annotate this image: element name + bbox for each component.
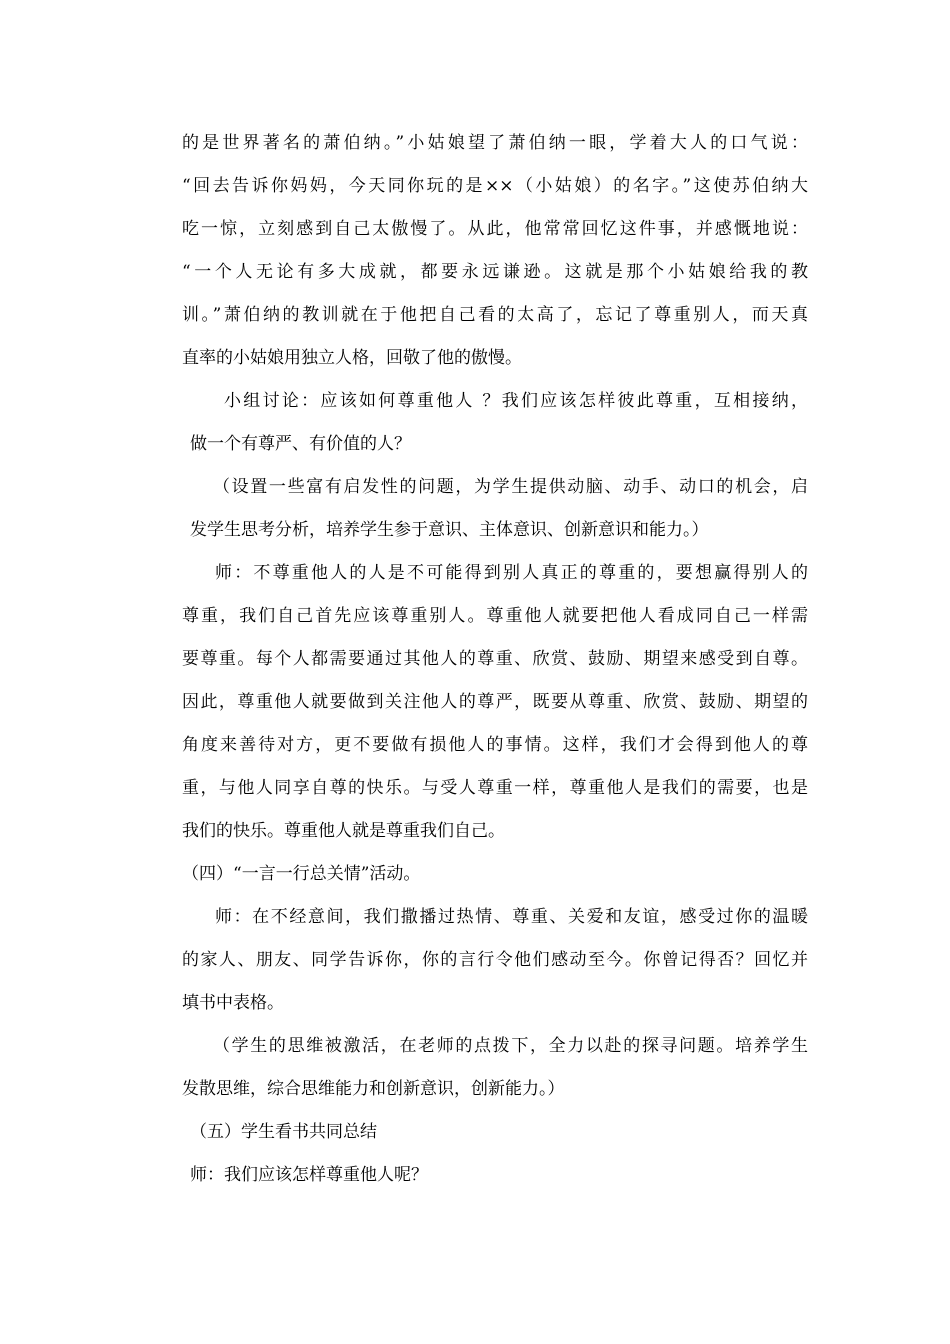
- text-line: 小组讨论：应该如何尊重他人 ？我们应该怎样彼此尊重，互相接纳，: [224, 391, 808, 411]
- text-line: 发散思维，综合思维能力和创新意识，创新能力。）: [182, 1079, 565, 1099]
- text-line: 的家人、朋友、同学告诉你，你的言行令他们感动至今。你曾记得否？回忆并: [182, 950, 808, 970]
- text-line: （设置一些富有启发性的问题，为学生提供动脑、动手、动口的机会，启: [213, 477, 808, 497]
- text-line: 师：不尊重他人的人是不可能得到别人真正的尊重的，要想赢得别人的: [215, 563, 808, 583]
- text-line: 尊重，我们自己首先应该尊重别人。尊重他人就要把他人看成同自己一样需: [182, 606, 808, 626]
- text-line: 训。”萧伯纳的教训就在于他把自己看的太高了，忘记了尊重别人，而天真: [182, 305, 808, 325]
- text-line: 做一个有尊严、有价值的人？: [190, 434, 411, 454]
- section-heading: （五）学生看书共同总结: [190, 1122, 377, 1142]
- text-line: 角度来善待对方，更不要做有损他人的事情。这样，我们才会得到他人的尊: [182, 735, 808, 755]
- text-line: 的是世界著名的萧伯纳。”小姑娘望了萧伯纳一眼，学着大人的口气说：: [182, 133, 808, 153]
- text-line: “回去告诉你妈妈，今天同你玩的是××（小姑娘）的名字。”这使苏伯纳大: [182, 176, 808, 196]
- text-line: 要尊重。每个人都需要通过其他人的尊重、欣赏、鼓励、期望来感受到自尊。: [182, 649, 808, 669]
- text-line: 重，与他人同享自尊的快乐。与受人尊重一样，尊重他人是我们的需要，也是: [182, 778, 808, 798]
- text-line: 师：我们应该怎样尊重他人呢？: [190, 1165, 428, 1185]
- text-line: （学生的思维被激活，在老师的点拨下，全力以赴的探寻问题。培养学生: [213, 1036, 808, 1056]
- text-line: “一个人无论有多大成就，都要永远谦逊。这就是那个小姑娘给我的教: [182, 262, 808, 282]
- text-line: 填书中表格。: [182, 993, 284, 1013]
- text-line: 师：在不经意间，我们撒播过热情、尊重、关爱和友谊，感受过你的温暖: [215, 907, 808, 927]
- text-line: 吃一惊，立刻感到自己太傲慢了。从此，他常常回忆这件事，并感慨地说：: [182, 219, 808, 239]
- text-line: 发学生思考分析，培养学生参于意识、主体意识、创新意识和能力。）: [190, 520, 709, 540]
- section-heading: （四）“一言一行总关情”活动。: [182, 864, 421, 884]
- text-line: 直率的小姑娘用独立人格，回敬了他的傲慢。: [182, 348, 522, 368]
- text-line: 我们的快乐。尊重他人就是尊重我们自己。: [182, 821, 505, 841]
- text-line: 因此，尊重他人就要做到关注他人的尊严，既要从尊重、欣赏、鼓励、期望的: [182, 692, 808, 712]
